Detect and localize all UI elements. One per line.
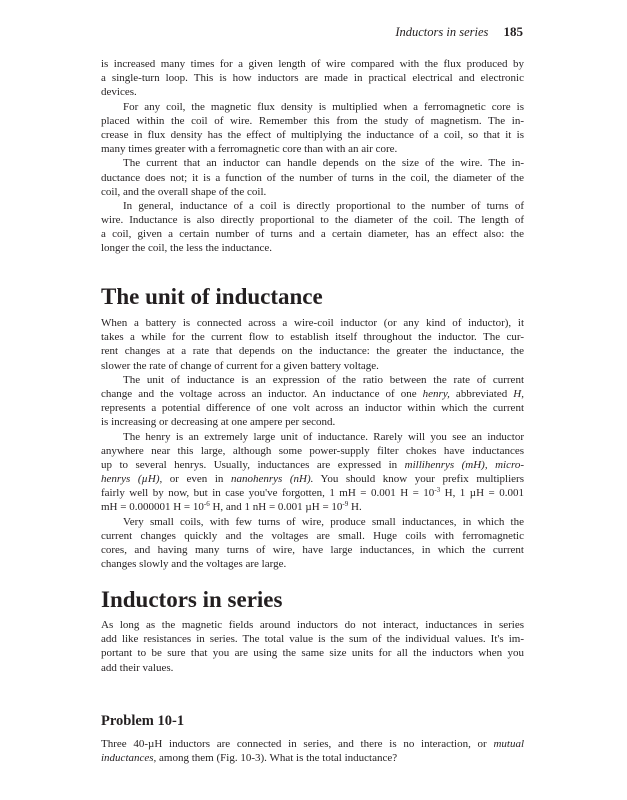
text-run: When a battery is connected across a wire-coil inductor (or any kind of inductor), it — [101, 317, 524, 329]
text-line — [101, 387, 524, 401]
text-line — [101, 316, 524, 330]
text-run: is increased many times for a given length of wire compared with the flux produced by — [101, 58, 524, 70]
text-line — [101, 458, 524, 472]
text-line — [101, 57, 524, 71]
text-run: rent changes at a rate that depends on the inductance: the greater the inductance, the — [101, 345, 524, 358]
text-run: portant to be sure that you are using the same size units for all the inductors when you — [101, 647, 524, 660]
text-run: abbreviated — [449, 387, 514, 400]
text-run: add their values. — [101, 661, 174, 674]
text-run: coil, and the overall shape of the coil. — [101, 185, 267, 198]
text-line — [101, 515, 524, 529]
text-line — [101, 373, 524, 387]
text-run: is increasing or decreasing at one ampere per second. — [101, 416, 336, 429]
text-line — [101, 500, 524, 514]
text-line — [101, 199, 524, 213]
intro-text — [101, 57, 524, 256]
unit-of-inductance-text — [101, 316, 524, 571]
text-run: In general, inductance of a coil is directly proportional to the number of turns of — [123, 199, 524, 212]
inductors-in-series-text — [101, 618, 524, 675]
text-run: ductance does not; it is a function of the number of turns in the coil, the diameter of the — [101, 171, 524, 184]
text-run: fairly well by now, but in case you've forgotten, 1 mH = 0.001 H = 10 — [101, 487, 435, 500]
text-line — [101, 128, 524, 142]
text-run: placed within the coil of wire. Remember this from the study of magnetism. The in- — [101, 114, 524, 127]
text-line — [101, 661, 524, 675]
text-run: crease in flux density has the effect of multiplying the inductance of a coil, so that it is — [101, 128, 524, 141]
text-run: among them (Fig. 10-3). What is the total inductance? — [156, 752, 398, 765]
text-line — [101, 632, 524, 646]
problem-text — [101, 737, 524, 765]
text-run: Very small coils, with few turns of wire, produce small inductances, in which the — [123, 515, 524, 528]
italic-text: henrys (µH), — [101, 473, 163, 486]
text-run: The unit of inductance is an expression of the ratio between the rate of current — [123, 373, 524, 386]
text-run: devices. — [101, 86, 137, 99]
text-run: H. — [348, 501, 362, 514]
paragraph — [101, 515, 524, 572]
text-line — [101, 737, 524, 751]
text-run: cores, and having many turns of wire, have large inductances, in which the current — [101, 544, 524, 556]
text-line — [101, 557, 524, 571]
text-run: , — [521, 387, 524, 400]
italic-text: henry, — [422, 387, 450, 400]
text-run: up to several henrys. Usually, inductances are expressed in — [101, 458, 405, 471]
text-line — [101, 85, 524, 99]
superscript: -3 — [434, 486, 441, 495]
superscript: -6 — [203, 500, 210, 509]
italic-text: H — [513, 387, 522, 400]
text-line — [101, 444, 524, 458]
superscript: -9 — [342, 500, 349, 509]
text-run: H, 1 µH = 0.001 — [440, 487, 524, 500]
text-run: or even in — [162, 473, 231, 486]
text-line — [101, 100, 524, 114]
text-run: You should know your prefix multipliers — [313, 473, 524, 486]
text-run: add like resistances in series. The total value is the sum of the individual values. It's im- — [101, 633, 524, 646]
italic-text: mutual — [493, 738, 524, 750]
italic-text: inductances, — [101, 752, 157, 765]
text-run: The current that an inductor can handle depends on the size of the wire. The in- — [123, 157, 524, 170]
text-run: As long as the magnetic fields around inductors do not interact, inductances in series — [101, 619, 524, 631]
problem-heading: Problem 10-1 — [101, 713, 185, 729]
text-line — [101, 241, 524, 255]
text-run: mH = 0.000001 H = 10 — [101, 501, 204, 514]
running-header — [395, 24, 523, 40]
text-line — [101, 646, 524, 660]
text-run: represents a potential difference of one volt across an inductor within which the current — [101, 402, 524, 415]
text-run: For any coil, the magnetic flux density is multiplied when a ferromagnetic core is — [123, 100, 524, 113]
text-line — [101, 529, 524, 543]
text-line — [101, 618, 524, 632]
text-line — [101, 71, 524, 85]
text-run: slower the rate of change of current for a given battery voltage. — [101, 359, 379, 372]
text-run: longer the coil, the less the inductance. — [101, 242, 273, 255]
text-line — [101, 751, 524, 765]
paragraph — [101, 373, 524, 430]
text-run: change and the voltage across an inductor. An inductance of one — [101, 387, 423, 400]
paragraph — [101, 100, 524, 157]
text-run: takes a while for the current flow to establish itself throughout the inductor. The cur- — [101, 331, 524, 344]
text-line — [101, 213, 524, 227]
text-line — [101, 543, 524, 557]
text-run: a coil, given a certain number of turns and a certain diameter, has an effect also: the — [101, 228, 524, 241]
text-run: wire. Inductance is also directly proportional to the diameter of the coil. The length of — [101, 214, 524, 227]
running-title: Inductors in series — [395, 25, 489, 39]
text-line — [101, 472, 524, 486]
italic-text: nanohenrys (nH). — [230, 473, 314, 486]
paragraph — [101, 57, 524, 100]
italic-text: millihenrys (mH), micro- — [404, 458, 524, 471]
text-line — [101, 359, 524, 373]
text-line — [101, 227, 524, 241]
text-line — [101, 344, 524, 358]
text-line — [101, 486, 524, 500]
text-line — [101, 142, 524, 156]
text-run: The henry is an extremely large unit of inductance. Rarely will you see an inductor — [123, 430, 524, 443]
text-run: anywhere near this large, although some power-supply filter chokes have inductances — [101, 444, 524, 457]
text-run: many times greater with a ferromagnetic core than with an air core. — [101, 143, 398, 156]
page-number: 185 — [503, 24, 523, 39]
text-line — [101, 415, 524, 429]
text-run: current changes quickly and the voltages are small. Huge coils with ferromagnetic — [101, 529, 524, 542]
text-line — [101, 185, 524, 199]
section-heading-inductors-in-series: Inductors in series — [101, 587, 283, 612]
text-run: H, and 1 nH = 0.001 µH = 10 — [209, 501, 343, 514]
text-run: a single-turn loop. This is how inductors are made in practical electrical and electronic — [101, 72, 524, 85]
text-run: Three 40-µH inductors are connected in series, and there is no interaction, or — [101, 738, 494, 750]
text-run: changes slowly and the voltages are large. — [101, 558, 287, 571]
text-line — [101, 171, 524, 185]
paragraph — [101, 199, 524, 256]
text-line — [101, 330, 524, 344]
paragraph — [101, 430, 524, 515]
paragraph — [101, 737, 524, 765]
text-line — [101, 114, 524, 128]
paragraph — [101, 618, 524, 675]
paragraph — [101, 316, 524, 373]
text-line — [101, 401, 524, 415]
paragraph — [101, 156, 524, 199]
text-line — [101, 156, 524, 170]
text-line — [101, 430, 524, 444]
section-heading-unit-of-inductance: The unit of inductance — [101, 284, 323, 309]
